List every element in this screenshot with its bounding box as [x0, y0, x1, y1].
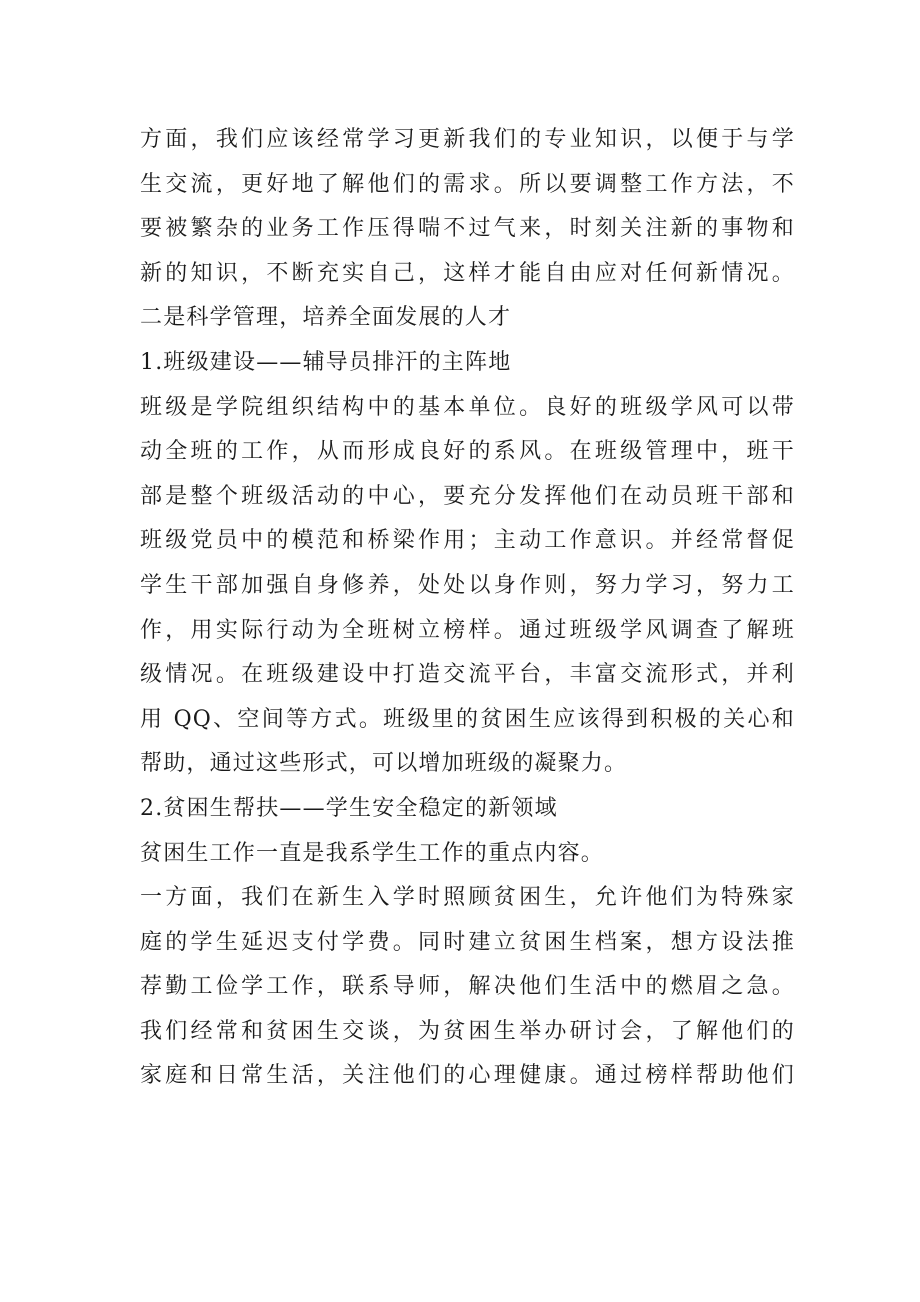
text-line: 要被繁杂的业务工作压得喘不过气来，时刻关注新的事物和: [140, 216, 795, 242]
text-line: 用 QQ、空间等方式。班级里的贫困生应该得到积极的关心和: [140, 706, 795, 732]
text-line: 级情况。在班级建设中打造交流平台，丰富交流形式，并利: [140, 662, 795, 688]
text-line: 帮助，通过这些形式，可以增加班级的凝聚力。: [140, 751, 628, 777]
text-line: 荐勤工俭学工作，联系导师，解决他们生活中的燃眉之急。: [140, 974, 795, 1000]
text-line: 家庭和日常生活，关注他们的心理健康。通过榜样帮助他们: [140, 1063, 795, 1089]
text-line: 方面，我们应该经常学习更新我们的专业知识，以便于与学: [140, 127, 795, 152]
text-line: 生交流，更好地了解他们的需求。所以要调整工作方法，不: [140, 171, 795, 197]
text-line: 新的知识，不断充实自己，这样才能自由应对任何新情况。: [140, 260, 795, 286]
text-line: 1.班级建设——辅导员排汗的主阵地: [140, 349, 512, 375]
text-line: 2.贫困生帮扶——学生安全稳定的新领域: [140, 795, 558, 821]
text-line: 我们经常和贫困生交谈，为贫困生举办研讨会，了解他们的: [140, 1018, 795, 1044]
text-line: 一方面，我们在新生入学时照顾贫困生，允许他们为特殊家: [140, 885, 795, 911]
text-line: 班级党员中的模范和桥梁作用；主动工作意识。并经常督促: [140, 528, 795, 554]
text-line: 庭的学生延迟支付学费。同时建立贫困生档案，想方设法推: [140, 929, 795, 955]
text-line: 班级是学院组织结构中的基本单位。良好的班级学风可以带: [140, 394, 795, 420]
text-line: 学生干部加强自身修养，处处以身作则，努力学习，努力工: [140, 572, 795, 598]
text-line: 动全班的工作，从而形成良好的系风。在班级管理中，班干: [140, 439, 795, 465]
text-line: 二是科学管理，培养全面发展的人才: [140, 305, 512, 331]
text-line: 贫困生工作一直是我系学生工作的重点内容。: [140, 840, 605, 866]
document-body: [140, 118, 795, 1099]
text-line: 部是整个班级活动的中心，要充分发挥他们在动员班干部和: [140, 483, 795, 509]
text-line: 作，用实际行动为全班树立榜样。通过班级学风调查了解班: [140, 617, 795, 643]
